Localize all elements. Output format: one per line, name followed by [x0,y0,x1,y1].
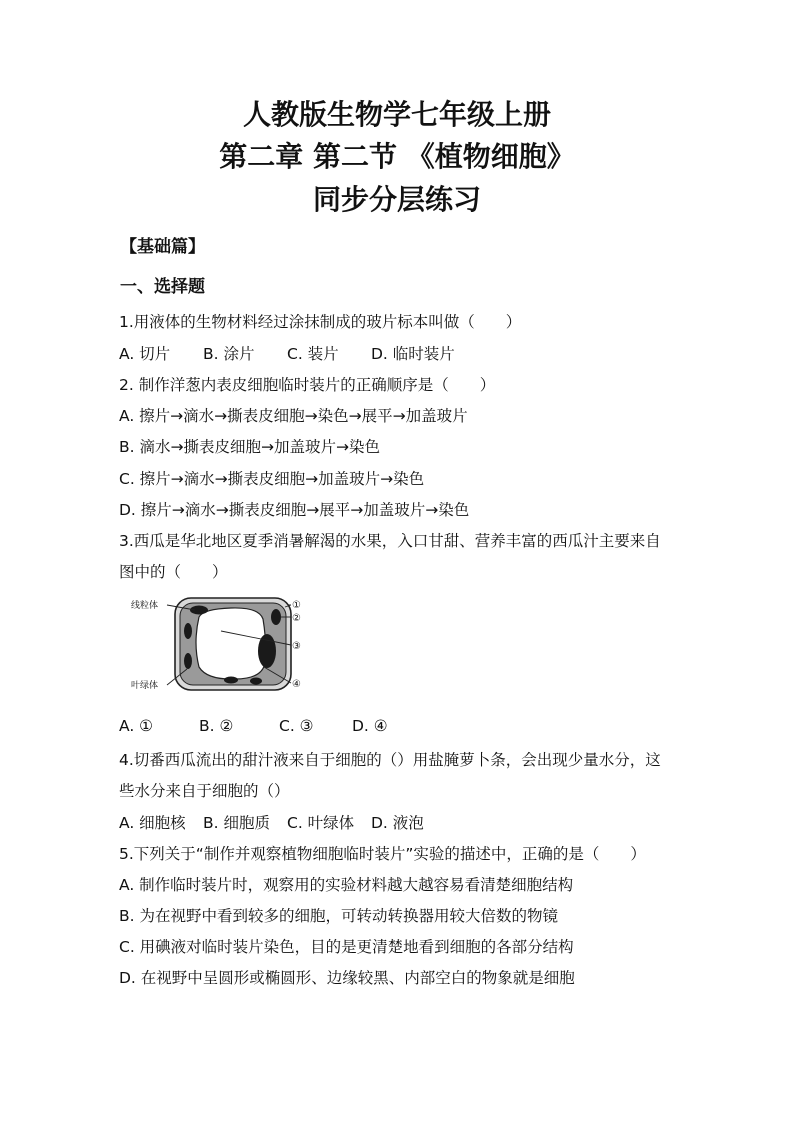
label-mitochondria: 线粒体 [131,601,159,611]
option-c: C. 叶绿体 [287,814,355,832]
question-3-stem-line1: 3.西瓜是华北地区夏季消暑解渴的水果，入口甘甜、营养丰富的西瓜汁主要来自 [119,532,661,550]
question-2-option-a: A. 擦片→滴水→撕表皮细胞→染色→展平→加盖玻片 [119,407,468,425]
option-d: D. 临时装片 [371,345,455,363]
option-c: C. ③ [279,717,314,735]
question-4-options [119,811,424,833]
vacuole [196,608,266,679]
page-title-line2: 第二章 第二节 《植物细胞》 [219,140,575,173]
question-2-option-d: D. 擦片→滴水→撕表皮细胞→展平→加盖玻片→染色 [119,501,470,519]
option-b: B. 细胞质 [203,814,270,832]
question-2-stem: 2. 制作洋葱内表皮细胞临时装片的正确顺序是（ ） [119,376,496,394]
option-a: A. 切片 [119,345,171,363]
marker-4: ④ [292,679,301,690]
option-a: A. 细胞核 [119,814,186,832]
question-5-option-a: A. 制作临时装片时，观察用的实验材料越大越容易看清楚细胞结构 [119,876,574,894]
chloroplast [184,623,192,639]
question-5-option-b: B. 为在视野中看到较多的细胞，可转动转换器用较大倍数的物镜 [119,907,558,925]
question-1-stem: 1.用液体的生物材料经过涂抹制成的玻片标本叫做（ ） [119,313,522,331]
chloroplast [224,677,238,684]
marker-2: ② [292,613,301,624]
question-3-options [119,717,388,735]
option-d: D. ④ [352,717,388,735]
option-b: B. ② [199,717,234,735]
chloroplast [184,653,192,669]
label-chloroplast: 叶绿体 [131,681,159,691]
marker-1: ① [292,600,301,611]
chloroplast [250,678,262,685]
section-level: 【基础篇】 [120,237,205,257]
option-d: D. 液泡 [371,814,424,832]
question-2-option-c: C. 擦片→滴水→撕表皮细胞→加盖玻片→染色 [119,470,425,488]
page-title-line3: 同步分层练习 [312,183,481,216]
option-b: B. 涂片 [203,345,255,363]
option-a: A. ① [119,717,154,735]
marker-3: ③ [292,641,301,652]
question-5-stem: 5.下列关于“制作并观察植物细胞临时装片”实验的描述中，正确的是（ ） [119,845,646,863]
section-part: 一、选择题 [120,277,205,297]
question-5-option-c: C. 用碘液对临时装片染色，目的是更清楚地看到细胞的各部分结构 [119,938,574,956]
page-title-line1: 人教版生物学七年级上册 [242,98,551,131]
question-4-stem-line1: 4.切番西瓜流出的甜汁液来自于细胞的（）用盐腌萝卜条，会出现少量水分，这 [119,751,661,769]
chloroplast [271,609,281,625]
question-3-stem-line2: 图中的（ ） [119,563,228,581]
question-4-stem-line2: 些水分来自于细胞的（） [119,782,290,800]
question-2-option-b: B. 滴水→撕表皮细胞→加盖玻片→染色 [119,438,380,456]
plant-cell-diagram [131,593,311,698]
question-1-options [119,342,455,364]
question-5-option-d: D. 在视野中呈圆形或椭圆形、边缘较黑、内部空白的物象就是细胞 [119,969,575,987]
option-c: C. 装片 [287,345,339,363]
